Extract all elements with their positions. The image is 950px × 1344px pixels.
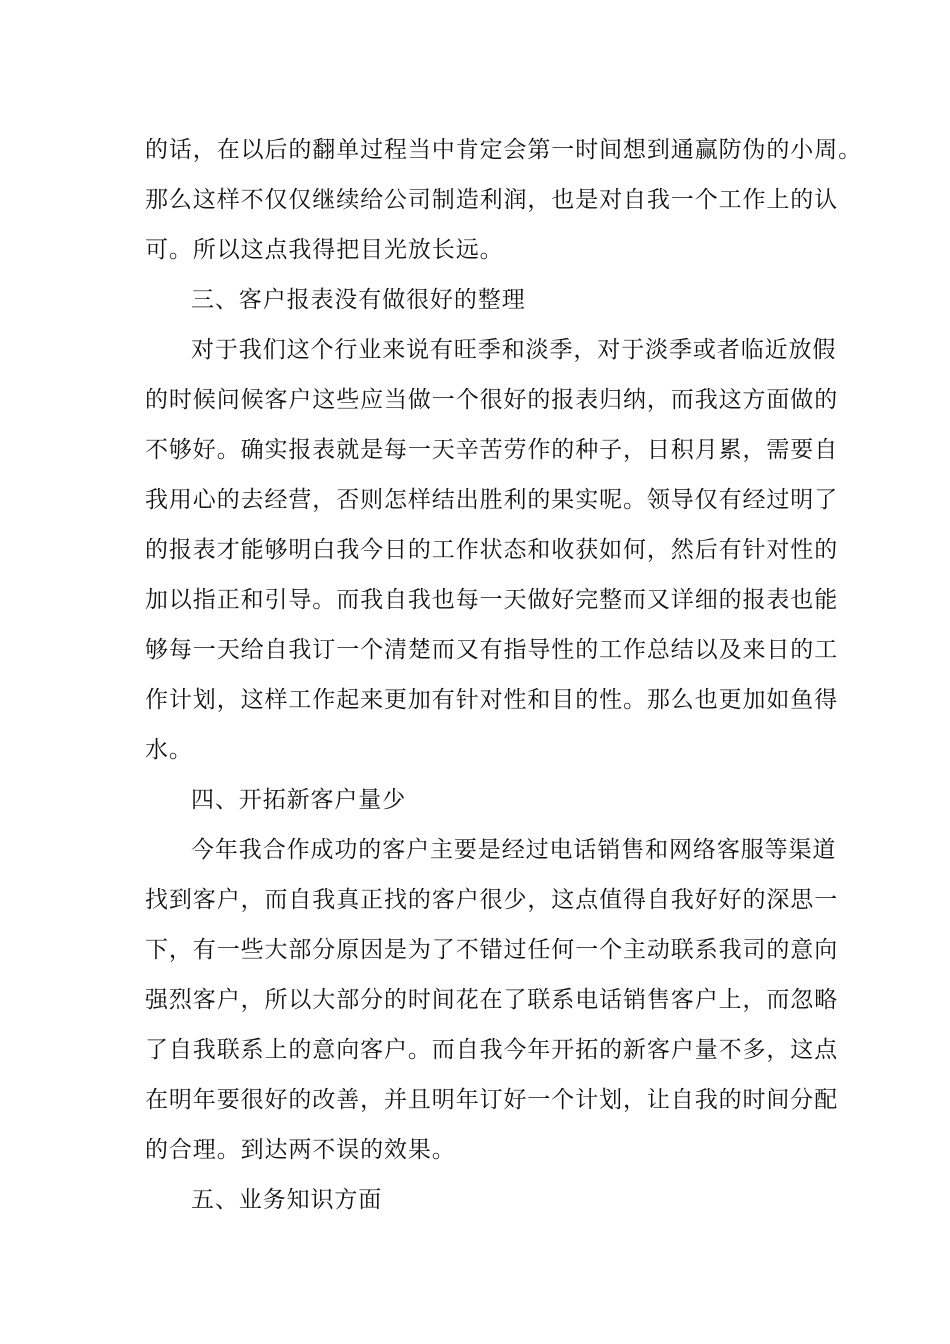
text-line: 找到客户，而自我真正找的客户很少，这点值得自我好好的深思一 bbox=[145, 887, 839, 913]
text-line: 的合理。到达两不误的效果。 bbox=[145, 1137, 456, 1163]
text-line: 可。所以这点我得把目光放长远。 bbox=[145, 237, 504, 263]
text-line: 水。 bbox=[145, 737, 193, 763]
text-line: 下，有一些大部分原因是为了不错过任何一个主动联系我司的意向 bbox=[145, 937, 839, 963]
text-line: 不够好。确实报表就是每一天辛苦劳作的种子，日积月累，需要自 bbox=[145, 437, 839, 463]
section-heading-3: 三、客户报表没有做很好的整理 bbox=[191, 287, 526, 313]
text-line: 我用心的去经营，否则怎样结出胜利的果实呢。领导仅有经过明了 bbox=[145, 487, 839, 513]
text-line: 在明年要很好的改善，并且明年订好一个计划，让自我的时间分配 bbox=[145, 1087, 839, 1113]
paragraph-start: 今年我合作成功的客户主要是经过电话销售和网络客服等渠道 bbox=[191, 837, 837, 863]
text-line: 那么这样不仅仅继续给公司制造利润，也是对自我一个工作上的认 bbox=[145, 187, 839, 213]
text-line: 的时候问候客户这些应当做一个很好的报表归纳，而我这方面做的 bbox=[145, 387, 839, 413]
text-line: 的话，在以后的翻单过程当中肯定会第一时间想到通赢防伪的小周。 bbox=[145, 137, 862, 163]
section-heading-5: 五、业务知识方面 bbox=[191, 1187, 383, 1213]
text-line: 够每一天给自我订一个清楚而又有指导性的工作总结以及来日的工 bbox=[145, 637, 839, 663]
document-body bbox=[145, 125, 862, 1225]
section-heading-4: 四、开拓新客户量少 bbox=[191, 787, 407, 813]
paragraph-start: 对于我们这个行业来说有旺季和淡季，对于淡季或者临近放假 bbox=[191, 337, 837, 363]
text-line: 强烈客户，所以大部分的时间花在了联系电话销售客户上，而忽略 bbox=[145, 987, 839, 1013]
text-line: 了自我联系上的意向客户。而自我今年开拓的新客户量不多，这点 bbox=[145, 1037, 839, 1063]
text-line: 作计划，这样工作起来更加有针对性和目的性。那么也更加如鱼得 bbox=[145, 687, 839, 713]
text-line: 加以指正和引导。而我自我也每一天做好完整而又详细的报表也能 bbox=[145, 587, 839, 613]
text-line: 的报表才能够明白我今日的工作状态和收获如何，然后有针对性的 bbox=[145, 537, 839, 563]
